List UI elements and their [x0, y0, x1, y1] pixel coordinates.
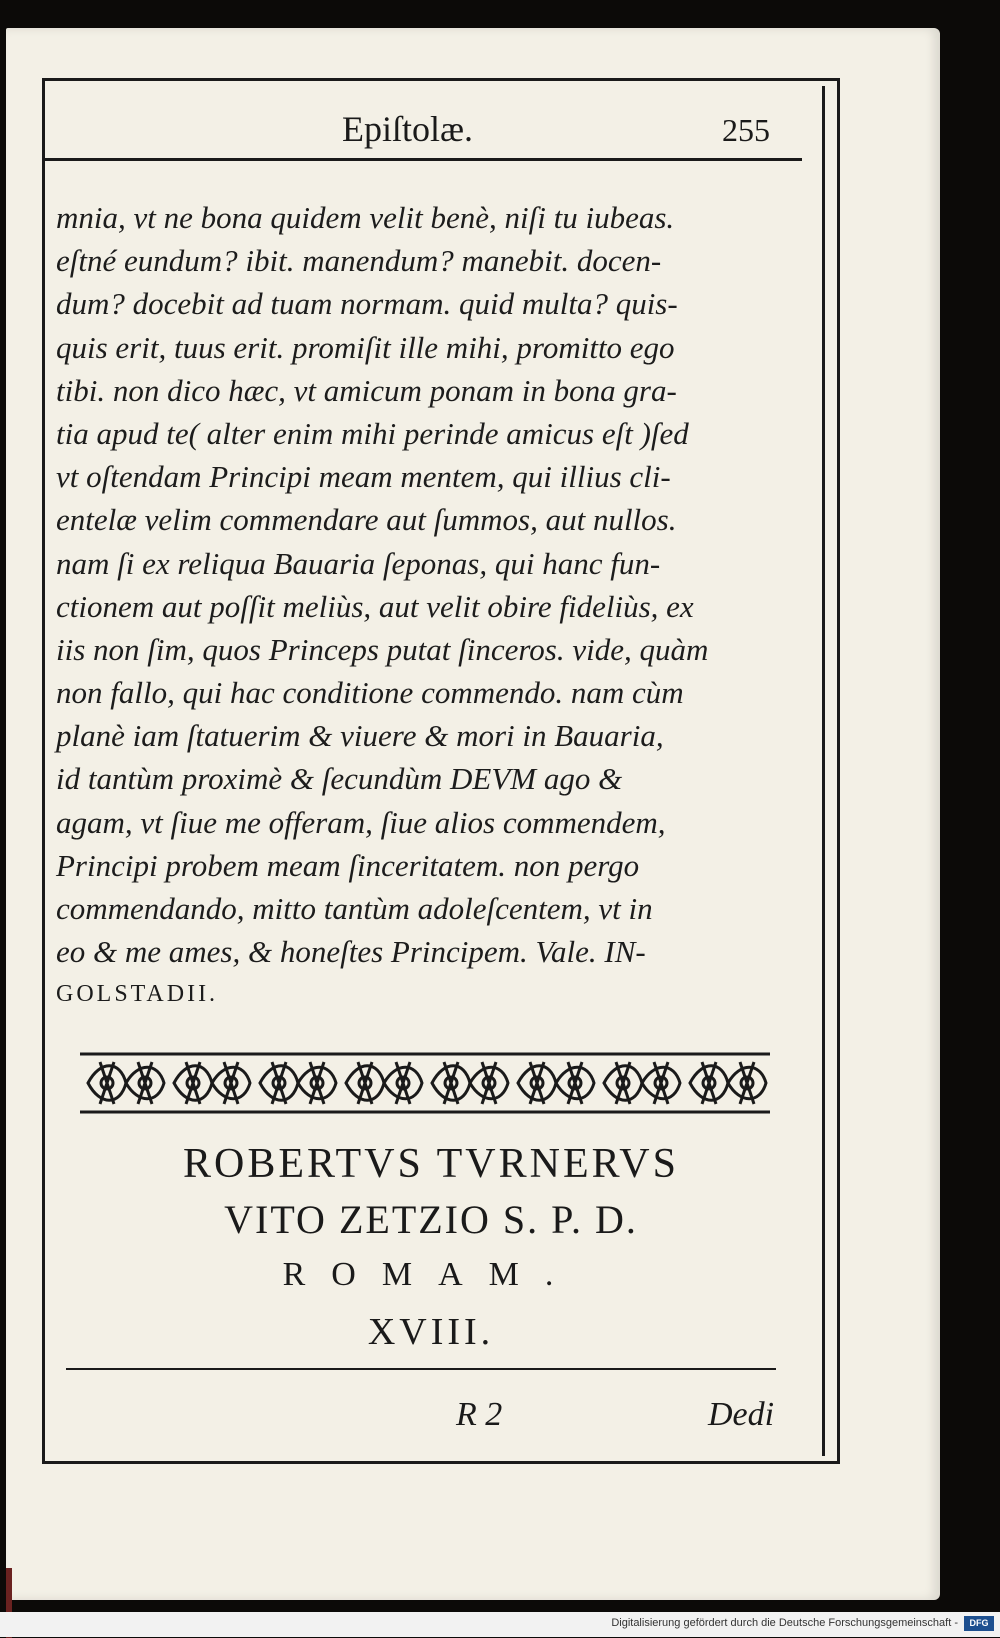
- body-line: mnia, vt ne bona quidem velit benè, niſi tu iubeas.: [56, 200, 675, 235]
- body-line: vt oſtendam Principi meam mentem, qui illius cli-: [56, 459, 671, 495]
- footer-rule: [66, 1368, 776, 1370]
- body-line: Principi probem meam ſinceritatem. non pergo: [56, 847, 640, 883]
- running-head-title: Epiſtolæ.: [342, 109, 474, 149]
- body-line: eo & me ames, & honeſtes Principem. Vale. IN-: [56, 934, 646, 970]
- digitization-footer: [0, 1612, 1000, 1637]
- page-frame-inner-rule: [822, 86, 825, 1456]
- book-page: [6, 28, 940, 1600]
- dfg-logo-icon: DFG: [964, 1616, 994, 1631]
- body-line: entelæ velim commendare aut ſummos, aut nullos.: [56, 502, 677, 538]
- page-number: 255: [722, 112, 770, 148]
- body-line: ctionem aut poſſit meliùs, aut velit obire fideliùs, ex: [56, 588, 694, 624]
- catchword: Dedi: [708, 1396, 775, 1433]
- body-line: agam, vt ſiue me offeram, ſiue alios commendem,: [56, 804, 666, 840]
- ornament-band-icon: [80, 1048, 770, 1118]
- letter-heading-destination: ROMAM.: [282, 1256, 580, 1293]
- body-line: nam ſi ex reliqua Bauaria ſeponas, qui hanc fun-: [56, 545, 661, 581]
- body-line: commendando, mitto tantùm adoleſcentem, vt in: [56, 891, 653, 926]
- letter-body: [56, 196, 786, 1017]
- letter-heading-author: ROBERTVS TVRNERVS: [183, 1141, 679, 1187]
- body-line: tibi. non dico hæc, vt amicum ponam in bona gra-: [56, 372, 677, 408]
- body-line: GOLSTADII.: [56, 981, 219, 1008]
- funding-notice: Digitalisierung gefördert durch die Deutsche Forschungsgemeinschaft -: [611, 1617, 958, 1629]
- body-line: quis erit, tuus erit. promiſit ille mihi, promitto ego: [56, 329, 675, 365]
- body-line: dum? docebit ad tuam normam. quid multa? quis-: [56, 286, 678, 322]
- body-line: tia apud te( alter enim mihi perinde amicus eſt )ſed: [56, 415, 689, 451]
- letter-number: XVIII.: [367, 1311, 495, 1353]
- signature-mark: R 2: [456, 1396, 503, 1433]
- body-line: eſtné eundum? ibit. manendum? manebit. docen-: [56, 243, 662, 279]
- letter-heading-recipient: VITO ZETZIO S. P. D.: [224, 1197, 638, 1242]
- body-line: planè iam ſtatuerim & viuere & mori in Bauaria,: [56, 718, 664, 754]
- body-line: id tantùm proximè & ſecundùm DEVM ago &: [56, 761, 623, 797]
- body-line: iis non ſim, quos Princeps putat ſinceros. vide, quàm: [56, 631, 709, 667]
- body-line: non fallo, qui hac conditione commendo. nam cùm: [56, 675, 684, 711]
- running-head: [42, 98, 802, 161]
